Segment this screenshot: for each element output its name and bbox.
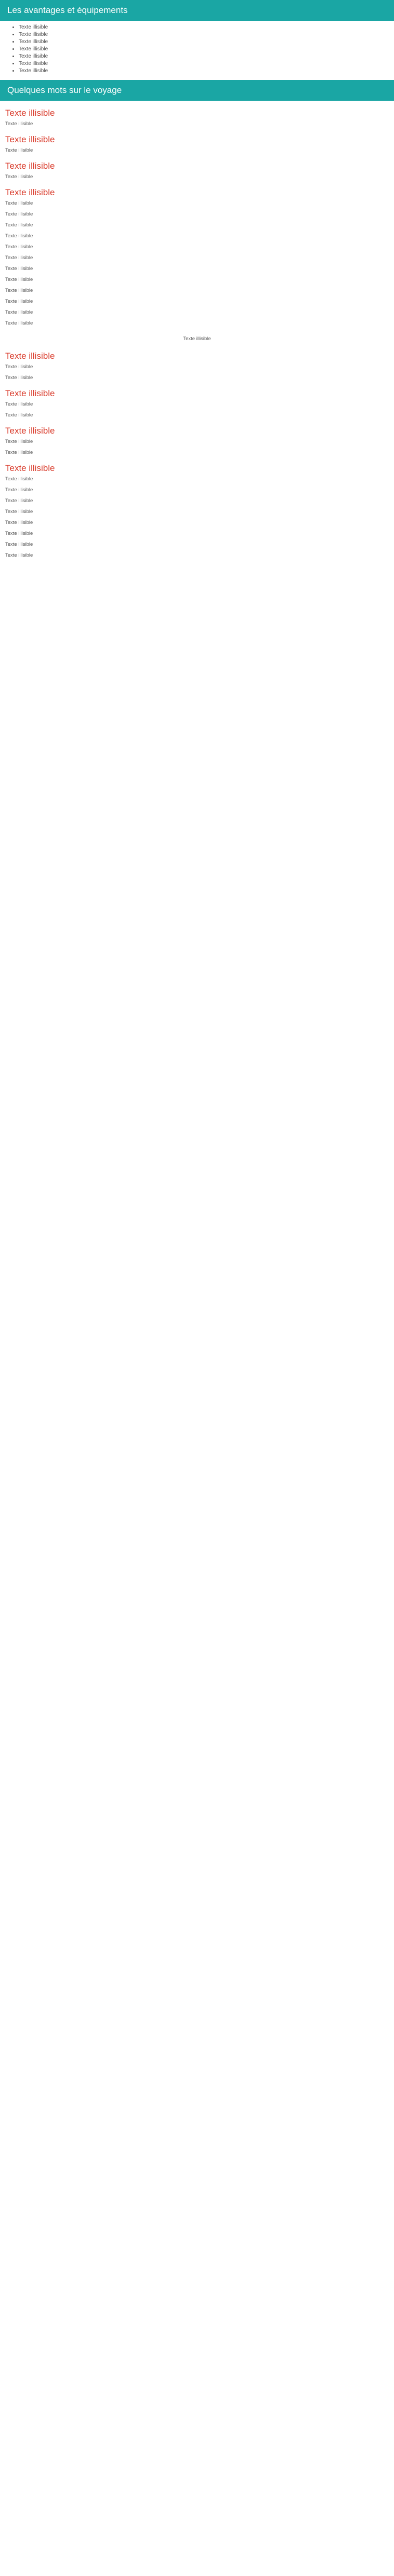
section-paragraph: Texte illisible [5, 509, 33, 515]
section [5, 134, 389, 154]
list-item: • Texte illisible [19, 46, 394, 53]
section-paragraph: Texte illisible [5, 174, 33, 180]
section-heading: Texte illisible [5, 351, 55, 361]
section-paragraph: Texte illisible [5, 288, 33, 293]
section-paragraph: Texte illisible [5, 439, 33, 444]
section-heading: Texte illisible [5, 108, 55, 118]
list-item: • Texte illisible [19, 24, 394, 31]
section [5, 187, 389, 327]
section-paragraph: Texte illisible [5, 299, 33, 304]
section-paragraph: Texte illisible [5, 401, 33, 407]
list-item: • Texte illisible [19, 31, 394, 38]
section-paragraph: Texte illisible [5, 320, 33, 326]
section-paragraph: Texte illisible [5, 147, 33, 153]
section-paragraph: Texte illisible [5, 375, 33, 381]
section-heading: Texte illisible [5, 134, 55, 144]
section-heading: Texte illisible [5, 388, 55, 398]
section [5, 463, 389, 559]
section-heading: Texte illisible [5, 463, 55, 473]
section-paragraph: Texte illisible [5, 552, 33, 558]
section-paragraph: Texte illisible [5, 450, 33, 455]
section-paragraph: Texte illisible [5, 121, 33, 127]
list-item: • Texte illisible [19, 68, 394, 75]
section-paragraph: Texte illisible [5, 542, 33, 547]
list-item: • Texte illisible [19, 38, 394, 46]
section-paragraph: Texte illisible [5, 520, 33, 525]
bottom-sections [0, 351, 394, 559]
section-heading: Texte illisible [5, 426, 55, 436]
section-paragraph: Texte illisible [5, 233, 33, 239]
section-paragraph: Texte illisible [5, 364, 33, 370]
page [0, 0, 394, 559]
advantages-banner: Les avantages et équipements [0, 0, 394, 21]
section [5, 388, 389, 419]
section-paragraph: Texte illisible [5, 498, 33, 504]
section-paragraph: Texte illisible [5, 266, 33, 272]
advantages-list [0, 24, 394, 75]
section-paragraph: Texte illisible [5, 487, 33, 493]
divider-text: Texte illisible [183, 336, 211, 342]
section [5, 161, 389, 180]
section-heading: Texte illisible [5, 187, 55, 197]
top-sections [0, 108, 394, 327]
section-paragraph: Texte illisible [5, 277, 33, 282]
section [5, 426, 389, 456]
section-paragraph: Texte illisible [5, 412, 33, 418]
section-paragraph: Texte illisible [5, 255, 33, 261]
section-paragraph: Texte illisible [5, 211, 33, 217]
trip-banner: Quelques mots sur le voyage [0, 80, 394, 101]
section-paragraph: Texte illisible [5, 244, 33, 250]
list-item: • Texte illisible [19, 60, 394, 68]
list-item: • Texte illisible [19, 53, 394, 60]
section-paragraph: Texte illisible [5, 476, 33, 482]
section-paragraph: Texte illisible [5, 200, 33, 206]
section [5, 108, 389, 127]
section-paragraph: Texte illisible [5, 309, 33, 315]
section-paragraph: Texte illisible [5, 531, 33, 536]
section-heading: Texte illisible [5, 161, 55, 171]
section-paragraph: Texte illisible [5, 222, 33, 228]
section [5, 351, 389, 381]
